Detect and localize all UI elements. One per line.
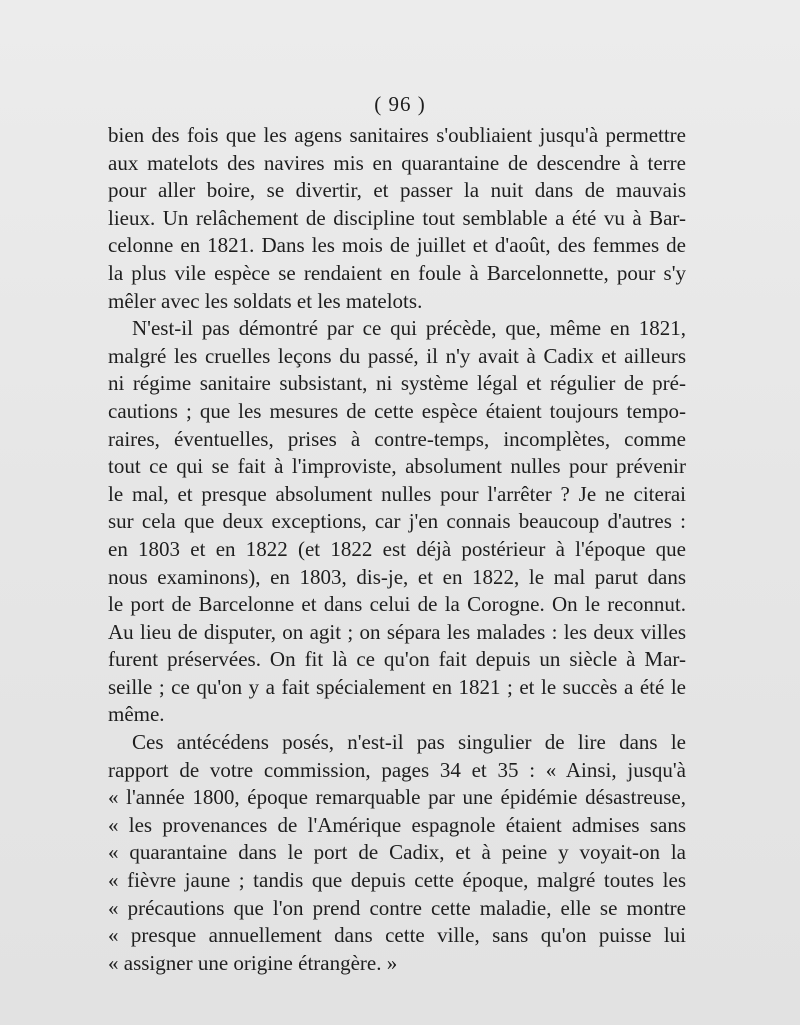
text-line: celonne en 1821. Dans les mois de juillet et d'août, des femmes de (108, 233, 686, 258)
text-line: « quarantaine dans le port de Cadix, et à peine y voyait-on la (108, 840, 686, 865)
text-line: Au lieu de disputer, on agit ; on sépara les malades : les deux villes (108, 619, 686, 644)
body-text (108, 122, 686, 977)
text-line: cautions ; que les mesures de cette espèce étaient toujours tempo- (108, 398, 686, 423)
text-line: la plus vile espèce se rendaient en foule à Barcelonnette, pour s'y (108, 260, 686, 285)
text-line: « précautions que l'on prend contre cette maladie, elle se montre (108, 895, 686, 920)
text-line: tout ce qui se fait à l'improviste, absolument nulles pour prévenir (108, 454, 686, 479)
text-line: malgré les cruelles leçons du passé, il n'y avait à Cadix et ailleurs (108, 343, 686, 368)
text-line: le port de Barcelonne et dans celui de la Corogne. On le reconnut. (108, 592, 686, 617)
text-line: bien des fois que les agens sanitaires s'oubliaient jusqu'à permettre (108, 123, 686, 147)
text-line: seille ; ce qu'on y a fait spécialement en 1821 ; et le succès a été le (108, 674, 686, 699)
text-line: même. (108, 702, 165, 727)
text-line: mêler avec les soldats et les matelots. (108, 288, 423, 313)
text-line: aux matelots des navires mis en quarantaine de descendre à terre (108, 150, 686, 175)
text-line: sur cela que deux exceptions, car j'en connais beaucoup d'autres : (108, 509, 686, 534)
text-line: pour aller boire, se divertir, et passer la nuit dans de mauvais (108, 178, 686, 203)
text-line: N'est-il pas démontré par ce qui précède, que, même en 1821, (132, 316, 686, 341)
text-line: rapport de votre commission, pages 34 et 35 : « Ainsi, jusqu'à (108, 757, 686, 782)
text-line: raires, éventuelles, prises à contre-temps, incomplètes, comme (108, 426, 686, 451)
page-number: ( 96 ) (374, 92, 426, 116)
text-line: Ces antécédens posés, n'est-il pas singulier de lire dans le (132, 730, 686, 755)
text-line: le mal, et presque absolument nulles pour l'arrêter ? Je ne citerai (108, 481, 686, 506)
text-line: « les provenances de l'Amérique espagnole étaient admises sans (108, 812, 686, 837)
text-line: furent préservées. On fit là ce qu'on fait depuis un siècle à Mar- (108, 647, 686, 672)
text-line: « l'année 1800, époque remarquable par une épidémie désastreuse, (108, 785, 686, 810)
paragraph-1 (108, 122, 686, 315)
text-line: « fièvre jaune ; tandis que depuis cette époque, malgré toutes les (108, 868, 686, 893)
text-line: en 1803 et en 1822 (et 1822 est déjà postérieur à l'époque que (108, 536, 686, 561)
paragraph-3 (108, 729, 686, 977)
text-line: « assigner une origine étrangère. » (108, 950, 398, 975)
text-line: ni régime sanitaire subsistant, ni système légal et régulier de pré- (108, 371, 686, 396)
text-line: lieux. Un relâchement de discipline tout semblable a été vu à Bar- (108, 205, 686, 230)
text-line: « presque annuellement dans cette ville, sans qu'on puisse lui (108, 923, 686, 948)
text-line: nous examinons), en 1803, dis-je, et en 1822, le mal parut dans (108, 564, 686, 589)
paragraph-2 (108, 315, 686, 729)
